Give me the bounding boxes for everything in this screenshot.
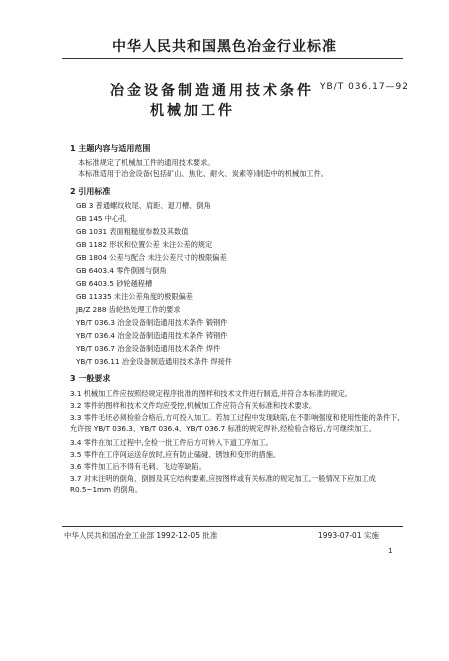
reference-item: GB 11335 未注公差角度的极限偏差 — [76, 292, 193, 301]
approval-statement: 中华人民共和国冶金工业部 1992-12-05 批准 — [64, 531, 218, 540]
reference-item: JB/Z 288 齿轮热处理工作的要求 — [76, 305, 181, 314]
section-2-heading: 2 引用标准 — [70, 187, 111, 196]
reference-item: GB 3 普通螺纹收尾、肩距、退刀槽、倒角 — [76, 201, 211, 210]
clause-3-3: 3.3 零件毛坯必须检验合格后,方可投入加工。若加工过程中发现缺陷,在不影响强度和使用性能的条件下,允许按 YB/T 036.3、YB/T 036.4、YB/T 036.7 标准的规定焊补,经检验合格后,方可继续加工。 — [70, 413, 400, 433]
clause-3-5: 3.5 零件在工序间运送存放时,应有防止磕碰、锈蚀和变形的措施。 — [70, 450, 281, 459]
clause-3-4: 3.4 零件在加工过程中,全检一批工件后方可转入下道工序加工。 — [70, 438, 273, 447]
clause-3-7: 3.7 对未注明的倒角、倒圆及其它结构要素,应按图样或有关标准的规定加工,一般情况下应加工成 R0.5~1mm 的倒角。 — [70, 474, 376, 494]
reference-item: YB/T 036.7 冶金设备制造通用技术条件 焊件 — [76, 344, 221, 353]
reference-item: GB 1182 形状和位置公差 未注公差的规定 — [76, 240, 213, 249]
page-number: 1 — [388, 547, 393, 555]
effective-date: 1993-07-01 实施 — [318, 531, 379, 540]
reference-item: YB/T 036.11 冶金设备制造通用技术条件 焊接件 — [76, 357, 232, 366]
reference-item: YB/T 036.3 冶金设备制造通用技术条件 锻钢件 — [76, 318, 228, 327]
clause-3-2: 3.2 零件的图样和技术文件均应受控,机械加工件应符合有关标准和技术要求。 — [70, 401, 317, 410]
reference-item: GB 145 中心孔 — [76, 214, 127, 223]
reference-item: GB 1031 表面粗糙度参数及其数值 — [76, 227, 189, 236]
section-1-line: 本标准适用于冶金设备(包括矿山、焦化、耐火、炭素等)制造中的机械加工件。 — [78, 169, 328, 178]
clause-3-6: 3.6 零件加工后不得有毛刺、飞边等缺陷。 — [70, 462, 206, 471]
reference-item: GB 6403.4 零件倒圆与倒角 — [76, 266, 167, 275]
reference-item: GB 1804 公差与配合 未注公差尺寸的极限偏差 — [76, 253, 227, 262]
clause-3-1: 3.1 机械加工件应按照经规定程序批准的图样和技术文件进行制造,并符合本标准的规定。 — [70, 389, 352, 398]
standard-title: 冶金设备制造通用技术条件 — [110, 83, 314, 99]
reference-item: YB/T 036.4 冶金设备制造通用技术条件 铸钢件 — [76, 331, 228, 340]
section-3-heading: 3 一般要求 — [70, 374, 111, 383]
issuing-body-header: 中华人民共和国黑色冶金行业标准 — [112, 39, 337, 55]
reference-item: GB 6403.5 砂轮越程槽 — [76, 279, 153, 288]
header-rule — [62, 58, 403, 59]
standard-code: YB/T 036.17—92 — [320, 82, 410, 92]
section-1-heading: 1 主题内容与适用范围 — [70, 144, 151, 153]
section-1-line: 本标准规定了机械加工件的通用技术要求。 — [78, 158, 215, 167]
standard-subtitle: 机械加工件 — [150, 103, 235, 119]
footer-rule — [62, 526, 403, 527]
